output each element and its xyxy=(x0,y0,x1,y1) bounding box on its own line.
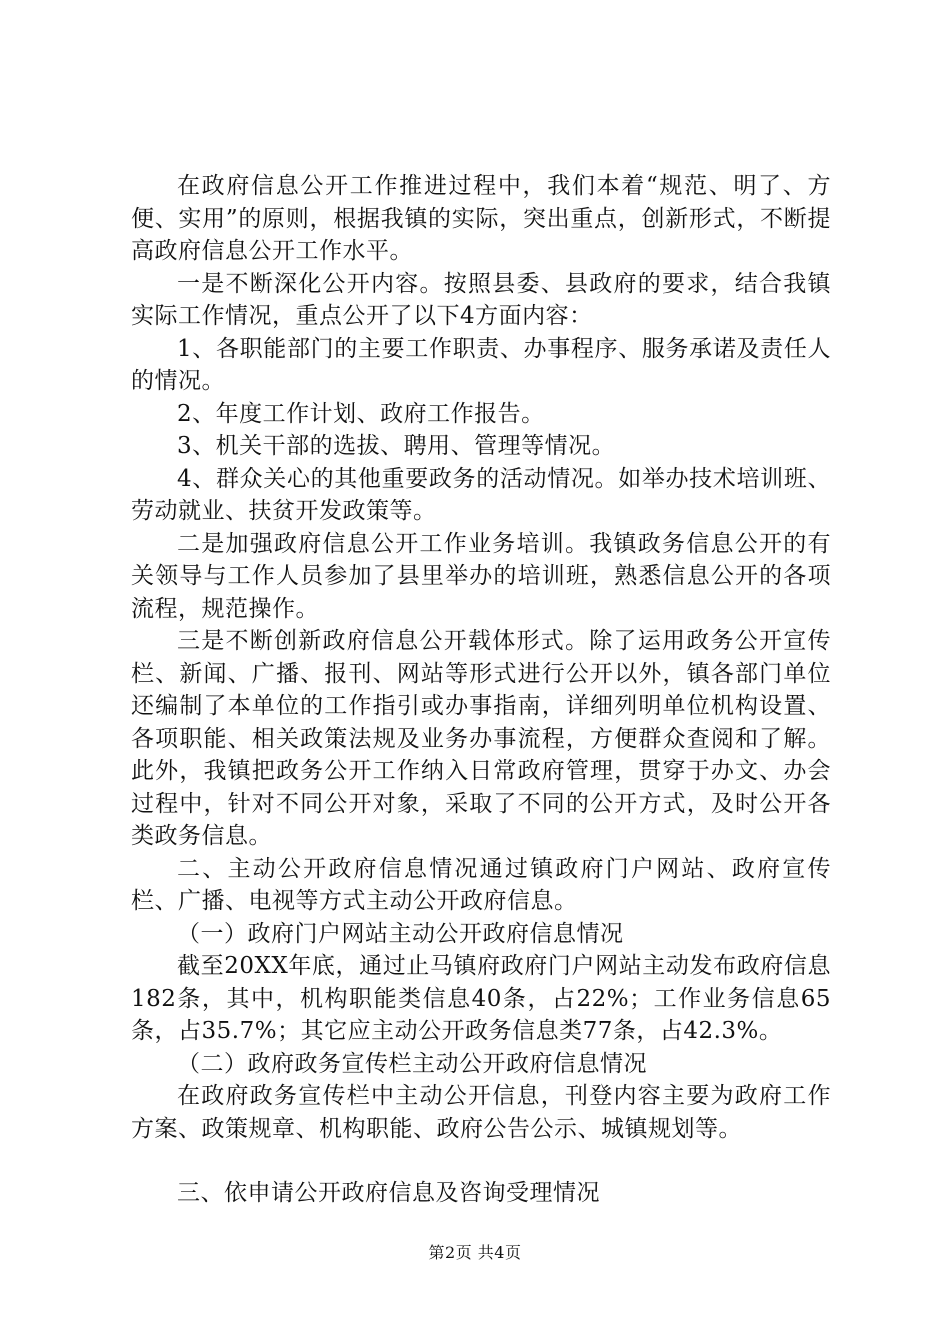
page-number-footer: 第2页 共4页 xyxy=(428,1243,522,1262)
point-three-paragraph: 三是不断创新政府信息公开载体形式。除了运用政务公开宣传栏、新闻、广播、报刊、网站等形式进行公开以外，镇各部门单位还编制了本单位的工作指引或办事指南，详细列明单位机构设置、各项职能、相关政策法规及业务办事流程，方便群众查阅和了解。此外，我镇把政务公开工作纳入日常政府管理，贯穿于办文、办会过程中，针对不同公开对象，采取了不同的公开方式，及时公开各类政务信息。 xyxy=(131,628,831,849)
bulletin-board-paragraph: 在政府政务宣传栏中主动公开信息，刊登内容主要为政府工作方案、政策规章、机构职能、政府公告公示、城镇规划等。 xyxy=(131,1083,831,1142)
point-one-paragraph: 一是不断深化公开内容。按照县委、县政府的要求，结合我镇实际工作情况，重点公开了以下4方面内容： xyxy=(131,270,831,329)
list-item-1: 1、各职能部门的主要工作职责、办事程序、服务承诺及责任人的情况。 xyxy=(131,335,831,394)
intro-paragraph: 在政府信息公开工作推进过程中，我们本着“规范、明了、方便、实用”的原则，根据我镇的实际，突出重点，创新形式，不断提高政府信息公开工作水平。 xyxy=(131,173,831,264)
section-three-heading: 三、依申请公开政府信息及咨询受理情况 xyxy=(177,1180,600,1206)
subsection-two-heading: （二）政府政务宣传栏主动公开政府信息情况 xyxy=(177,1050,647,1077)
section-two-heading-paragraph: 二、主动公开政府信息情况通过镇政府门户网站、政府宣传栏、广播、电视等方式主动公开政府信息。 xyxy=(131,855,831,914)
list-item-3: 3、机关干部的选拔、聘用、管理等情况。 xyxy=(177,433,616,459)
list-item-4: 4、群众关心的其他重要政务的活动情况。如举办技术培训班、劳动就业、扶贫开发政策等。 xyxy=(131,465,831,524)
document-body xyxy=(131,170,831,1210)
list-item-2: 2、年度工作计划、政府工作报告。 xyxy=(177,400,545,427)
point-two-paragraph: 二是加强政府信息公开工作业务培训。我镇政务信息公开的有关领导与工作人员参加了县里举办的培训班，熟悉信息公开的各项流程，规范操作。 xyxy=(131,530,831,622)
subsection-one-heading: （一）政府门户网站主动公开政府信息情况 xyxy=(177,920,624,947)
website-stats-paragraph: 截至20XX年底，通过止马镇府政府门户网站主动发布政府信息182条，其中，机构职能类信息40条，占22%；工作业务信息65条，占35.7%；其它应主动公开政务信息类77条，占42.3%。 xyxy=(131,953,831,1044)
